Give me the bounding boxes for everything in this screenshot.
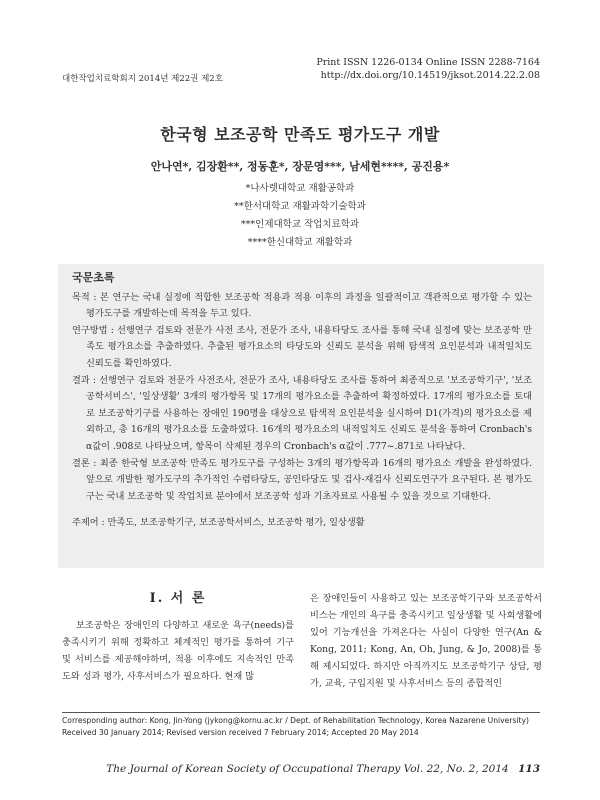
body-column-left <box>62 590 294 685</box>
affiliation-3: ***인제대학교 작업치료학과 <box>240 219 360 230</box>
intro-paragraph-right: 은 장애인들이 사용하고 있는 보조공학기구와 보조공학서비스는 개인의 욕구를 충족시키고 일상생활 및 사회생활에 있어 기능개선을 가져온다는 사실이 다양한 연구(An & Kong, 2011; Kong, An, Oh, Jung, & Jo, 2008)를 통해 제시되었다. 하지만 아직까지도 보조공학기구 상담, 평가, 교육, 구입지원 및 사후서비스 등의 종합적인 <box>310 593 542 689</box>
affiliation-1: *나사렛대학교 재활공학과 <box>245 183 355 194</box>
abstract-conclusion: 결론 : 최종 한국형 보조공학 만족도 평가도구를 구성하는 3개의 평가항목과 16개의 평가요소 개발을 완성하였다. 앞으로 개발한 평가도구의 추가적인 수렴타당도, 공인타당도 및 검사-재검사 신뢰도연구가 요구된다. 본 평가도구는 국내 보조공학 및 작업치료 분야에서 보조공학 성과 기초자료로 사용될 수 있을 것으로 기대한다. <box>72 457 532 502</box>
abstract-methods: 연구방법 : 선행연구 검토와 전문가 사전 조사, 전문가 조사, 내용타당도 조사를 통해 국내 실정에 맞는 보조공학 만족도 평가요소를 추출하였다. 추출된 평가요소의 타당도와 신뢰도 분석을 위해 탐색적 요인분석과 내적일치도 신뢰도를 확인하였다. <box>72 324 532 369</box>
affiliation-4: ****한신대학교 재활학과 <box>247 237 353 248</box>
abstract-results: 결과 : 선행연구 검토와 전문가 사전조사, 전문가 조사, 내용타당도 조사를 통하여 최종적으로 '보조공학기구', '보조공학서비스', '일상생활' 3개의 평가항목 및 17개의 평가요소를 추출하여 확정하였다. 17개의 평가요소를 토대로 보조공학기구를 사용하는 장애인 190명을 대상으로 탐색적 요인분석을 실시하여 D1(가격)의 평가요소를 제외하고, 총 16개의 평가요소를 도출하였다. 16개의 평가요소의 내적일치도 신뢰도 분석을 통하여 Cronbach's α값이 .908로 나타났으며, 항목이 삭제된 경우의 Cronbach's α값이 .777~.871로 나타났다. <box>72 374 532 452</box>
paper-title: 한국형 보조공학 만족도 평가도구 개발 <box>160 125 440 144</box>
page-number: 113 <box>518 763 540 775</box>
journal-korean-header: 대한작업치료학회지 2014년 제22권 제2호 <box>62 74 223 84</box>
doi-link[interactable]: http://dx.doi.org/10.14519/jksot.2014.22.2.08 <box>320 70 540 81</box>
abstract-heading: 국문초록 <box>72 271 115 284</box>
page-footer <box>106 763 540 775</box>
abstract-box <box>58 264 544 568</box>
received-dates: Received 30 January 2014; Revised version received 7 February 2014; Accepted 20 May 2014 <box>62 727 419 737</box>
footnote <box>62 715 542 738</box>
affiliation-list <box>0 180 600 252</box>
abstract-keywords: 주제어 : 만족도, 보조공학기구, 보조공학서비스, 보조공학 평가, 일상생활 <box>72 517 365 529</box>
issn-line: Print ISSN 1226-0134 Online ISSN 2288-7164 <box>316 57 540 68</box>
abstract-purpose: 목적 : 본 연구는 국내 실정에 적합한 보조공학 적용과 적용 이후의 과정을 일괄적이고 객관적으로 평가할 수 있는 평가도구를 개발하는데 목적을 두고 있다. <box>72 291 532 320</box>
body-column-right <box>310 590 542 692</box>
section-heading-introduction: Ⅰ. 서 론 <box>149 591 207 606</box>
affiliation-2: **한서대학교 재활과학기술학과 <box>234 201 366 212</box>
issn-block <box>316 56 540 82</box>
corresponding-author: Corresponding author: Kong, Jin-Yong (jykong@kornu.ac.kr / Dept. of Rehabilitation Technology, Korea Nazarene University) <box>62 716 529 725</box>
footer-journal: The Journal of Korean Society of Occupational Therapy Vol. 22, No. 2, 2014 <box>106 763 509 775</box>
footnote-divider <box>62 712 540 713</box>
author-list: 안나연*, 김장환**, 정동훈*, 장문영***, 남세현****, 공진용* <box>150 160 450 173</box>
intro-paragraph-left: 보조공학은 장애인의 다양하고 새로운 욕구(needs)를 충족시키기 위해 정확하고 체계적인 평가를 통하여 기구 및 서비스를 제공해야하며, 적용 이후에도 지속적인 만족도와 성과 평가, 사후서비스가 필요하다. 현재 많 <box>62 620 294 682</box>
